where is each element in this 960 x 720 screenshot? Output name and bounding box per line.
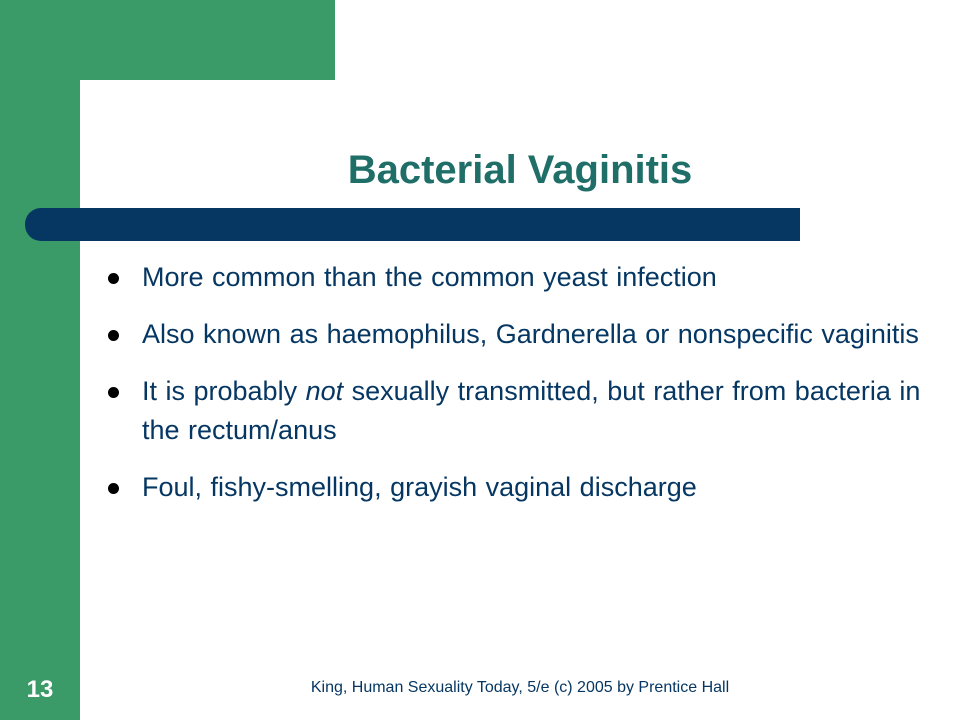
- bullet-item: [105, 315, 925, 354]
- bullet-text: Also known as haemophilus, Gardnerella or nonspecific vaginitis: [142, 319, 919, 349]
- bullet-item: [105, 258, 925, 297]
- bullet-emphasis: not: [305, 376, 344, 406]
- bullet-text: Foul, fishy-smelling, grayish vaginal discharge: [142, 472, 697, 502]
- bullet-dot-icon: [108, 483, 119, 494]
- top-accent-band: [0, 0, 335, 80]
- bullet-list: [105, 258, 925, 525]
- bullet-item: [105, 372, 925, 450]
- bullet-item: [105, 468, 925, 507]
- bullet-text-start: It is probably: [142, 376, 306, 406]
- title-underline-bar: [25, 208, 800, 241]
- left-accent-band: [0, 0, 80, 720]
- bullet-dot-icon: [108, 387, 119, 398]
- bullet-text: More common than the common yeast infection: [142, 262, 717, 292]
- slide-title: Bacterial Vaginitis: [347, 148, 693, 192]
- slide-number: 13: [26, 676, 54, 703]
- bullet-dot-icon: [108, 273, 119, 284]
- footer-citation: King, Human Sexuality Today, 5/e (c) 2005 by Prentice Hall: [310, 679, 730, 696]
- bullet-dot-icon: [108, 330, 119, 341]
- bullet-text-end: sexually transmitted, but rather from bacteria in the rectum/anus: [142, 376, 921, 445]
